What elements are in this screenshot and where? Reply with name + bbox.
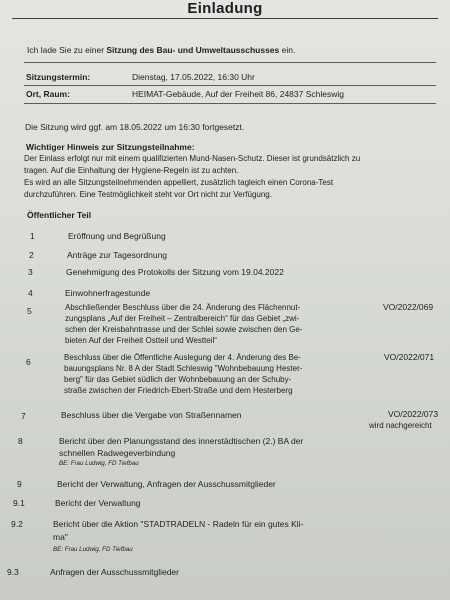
- agenda-item-line: bauungsplans Nr. 8 A der Stadt Schleswig "Wohnbebauung Hester-: [64, 364, 303, 373]
- agenda-item-line: Beschluss über die Öffentliche Auslegung der 4. Änderung des Be-: [64, 353, 301, 362]
- place-label: Ort, Raum:: [26, 89, 70, 99]
- agenda-number: 2: [29, 250, 34, 260]
- agenda-number: 5: [27, 306, 32, 316]
- divider: [24, 85, 436, 86]
- title-underline: [12, 18, 438, 19]
- agenda-item-title: Genehmigung des Protokolls der Sitzung vom 19.04.2022: [66, 267, 284, 277]
- speaker-note: BE: Frau Ludwig, FD Tiefbau: [53, 546, 133, 553]
- agenda-item-line: schen der Kreisbahntrasse und der Schlei sowie zwischen den Ge-: [65, 325, 303, 334]
- agenda-number: 9.2: [11, 519, 23, 529]
- agenda-item-line: schnellen Radwegeverbindung: [59, 448, 176, 458]
- notice-line: Der Einlass erfolgt nur mit einem qualifizierten Mund-Nasen-Schutz. Dieser ist grundsätzlich zu: [24, 154, 361, 163]
- notice-line: Es wird an alle Sitzungsteilnehmenden appelliert, zusätzlich tagleich einen Corona-Test: [24, 178, 334, 187]
- reference-number: VO/2022/069: [383, 302, 434, 312]
- agenda-number: 3: [28, 267, 33, 277]
- agenda-item-title: Bericht der Verwaltung, Anfragen der Ausschussmitglieder: [57, 479, 276, 489]
- agenda-number: 7: [21, 411, 26, 421]
- agenda-item-title: Bericht der Verwaltung: [55, 498, 141, 508]
- place-value: HEIMAT-Gebäude, Auf der Freiheit 86, 24837 Schleswig: [132, 89, 344, 99]
- notice-heading: Wichtiger Hinweis zur Sitzungsteilnahme:: [26, 142, 195, 152]
- agenda-item-line: Bericht über die Aktion "STADTRADELN - Radeln für ein gutes Kli-: [53, 519, 304, 529]
- divider: [24, 103, 436, 104]
- document-title: Einladung: [187, 0, 263, 17]
- divider: [24, 62, 436, 63]
- reference-note: wird nachgereicht: [369, 421, 432, 430]
- speaker-note: BE: Frau Ludwig, FD Tiefbau: [59, 460, 139, 467]
- agenda-number: 1: [30, 231, 35, 241]
- intro-suffix: ein.: [279, 45, 296, 55]
- agenda-number: 4: [28, 288, 33, 298]
- agenda-number: 8: [18, 436, 23, 446]
- intro-prefix: Ich lade Sie zu einer: [27, 45, 107, 55]
- agenda-number: 9: [17, 479, 22, 489]
- agenda-number: 6: [26, 357, 31, 367]
- agenda-item-line: ma": [53, 532, 68, 542]
- intro-text: [27, 45, 295, 55]
- agenda-number: 9.1: [13, 498, 25, 508]
- meeting-name: Sitzung des Bau- und Umweltausschusses: [106, 45, 280, 55]
- agenda-item-title: Anfragen der Ausschussmitglieder: [50, 567, 179, 577]
- agenda-item-line: straße zwischen der Friedrich-Ebert-Straße und dem Hesterberg: [64, 386, 293, 395]
- agenda-item-line: bieten Auf der Freiheit Ostteil und Westteil“: [65, 336, 217, 345]
- agenda-item-line: Abschließender Beschluss über die 24. Änderung des Flächennut-: [65, 303, 301, 312]
- agenda-number: 9.3: [7, 567, 19, 577]
- reference-number: VO/2022/071: [384, 352, 435, 362]
- agenda-item-title: Eröffnung und Begrüßung: [68, 231, 166, 241]
- section-title: Öffentlicher Teil: [27, 210, 92, 220]
- continuation-note: Die Sitzung wird ggf. am 18.05.2022 um 16:30 fortgesetzt.: [25, 122, 245, 132]
- agenda-item-title: Anträge zur Tagesordnung: [67, 250, 168, 260]
- agenda-item-line: Bericht über den Planungsstand des innerstädtischen (2.) BA der: [59, 436, 304, 446]
- agenda-item-line: berg" für das Gebiet südlich der Wohnbebauung an der Schuby-: [64, 375, 292, 384]
- notice-line: tragen. Auf die Einhaltung der Hygiene-Regeln ist zu achten.: [24, 166, 239, 175]
- date-value: Dienstag, 17.05.2022, 16:30 Uhr: [132, 72, 255, 82]
- notice-line: durchzuführen. Eine Testmöglichkeit steht vor Ort nicht zur Verfügung.: [24, 190, 272, 199]
- agenda-item-line: zungsplans „Auf der Freiheit – Zentralbereich“ für das Gebiet „zwi-: [65, 314, 300, 323]
- reference-number: VO/2022/073: [388, 409, 439, 419]
- agenda-item-title: Beschluss über die Vergabe von Straßennamen: [61, 410, 242, 420]
- agenda-item-title: Einwohnerfragestunde: [65, 288, 151, 298]
- date-label: Sitzungstermin:: [26, 72, 91, 82]
